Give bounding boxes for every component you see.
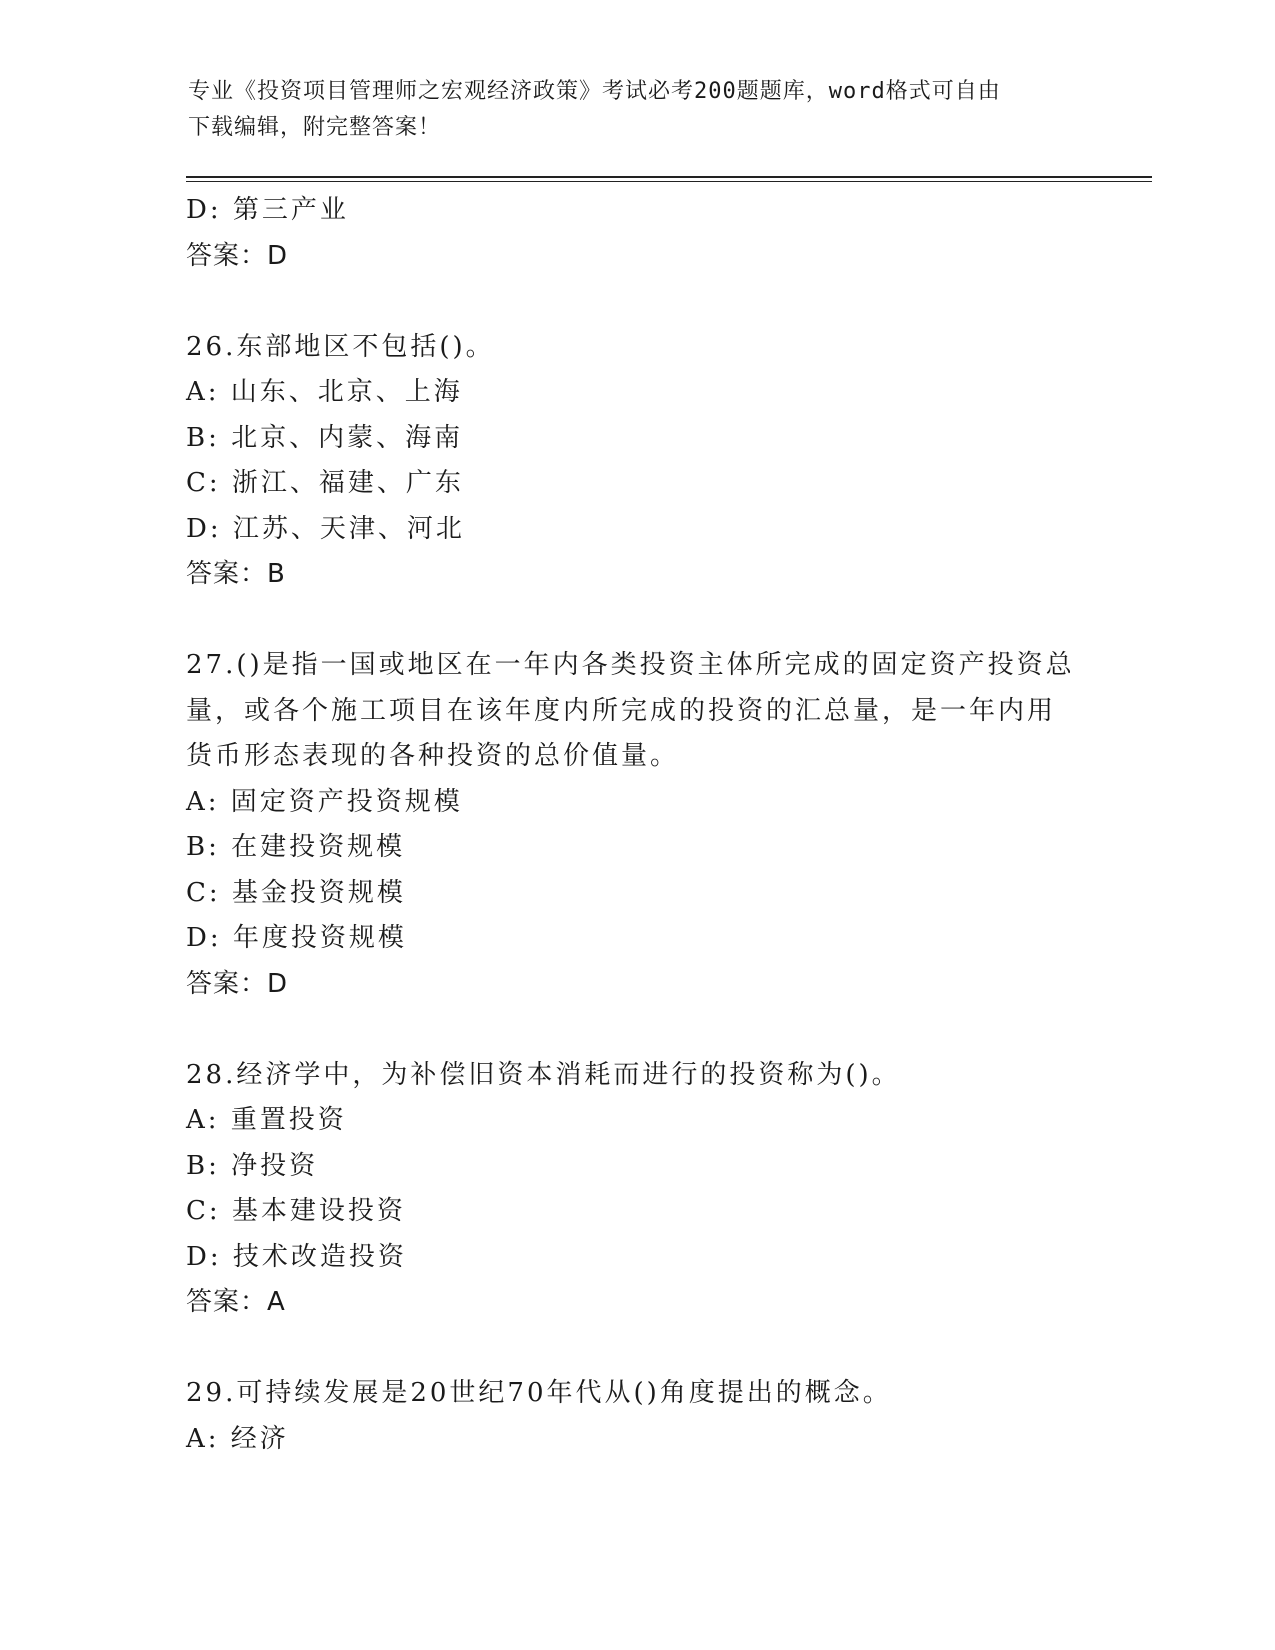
question-block-27 — [186, 643, 1086, 1007]
answer-line: 答案：D — [186, 240, 289, 271]
option-b: B: 在建投资规模 — [186, 832, 406, 862]
question-block-29 — [186, 1371, 1086, 1462]
spacer — [186, 1326, 1086, 1372]
question-block-26 — [186, 325, 1086, 598]
option-b: B: 北京、内蒙、海南 — [186, 422, 464, 453]
question-list — [186, 188, 1086, 1462]
option-c: C: 浙江、福建、广东 — [186, 468, 464, 498]
option-c: C: 基本建设投资 — [186, 1196, 406, 1226]
header-line-1: 专业《投资项目管理师之宏观经济政策》考试必考200题题库，word格式可自由 — [188, 79, 1001, 104]
option-d: D: 第三产业 — [186, 195, 349, 225]
header-divider-thick — [186, 176, 1152, 178]
spacer — [186, 279, 1086, 325]
spacer — [186, 1007, 1086, 1053]
question-text: 29.可持续发展是20世纪70年代从()角度提出的概念。 — [186, 1378, 892, 1408]
option-b: B: 净投资 — [186, 1150, 319, 1181]
option-d: D: 江苏、天津、河北 — [186, 513, 465, 544]
option-a: A: 经济 — [186, 1423, 289, 1454]
document-header — [188, 74, 1068, 146]
question-block-25 — [186, 188, 1086, 279]
header-divider-thin — [186, 181, 1152, 182]
header-line-2: 下载编辑，附完整答案！ — [188, 115, 442, 140]
question-text-line-3: 货币形态表现的各种投资的总价值量。 — [186, 741, 680, 771]
question-text-line-1: 27.()是指一国或地区在一年内各类投资主体所完成的固定资产投资总 — [186, 650, 1075, 680]
option-a: A: 山东、北京、上海 — [186, 377, 463, 407]
answer-line: 答案：D — [186, 968, 289, 999]
answer-line: 答案：B — [186, 559, 286, 589]
option-a: A: 重置投资 — [186, 1105, 347, 1135]
question-text-line-2: 量，或各个施工项目在该年度内所完成的投资的汇总量，是一年内用 — [186, 695, 1057, 726]
question-block-28 — [186, 1053, 1086, 1326]
option-d: D: 年度投资规模 — [186, 923, 407, 953]
option-a: A: 固定资产投资规模 — [186, 786, 463, 817]
option-c: C: 基金投资规模 — [186, 877, 406, 908]
question-text: 28.经济学中，为补偿旧资本消耗而进行的投资称为()。 — [186, 1059, 901, 1090]
question-text: 26.东部地区不包括()。 — [186, 331, 495, 362]
answer-line: 答案：A — [186, 1287, 286, 1317]
spacer — [186, 598, 1086, 644]
option-d: D: 技术改造投资 — [186, 1241, 407, 1272]
